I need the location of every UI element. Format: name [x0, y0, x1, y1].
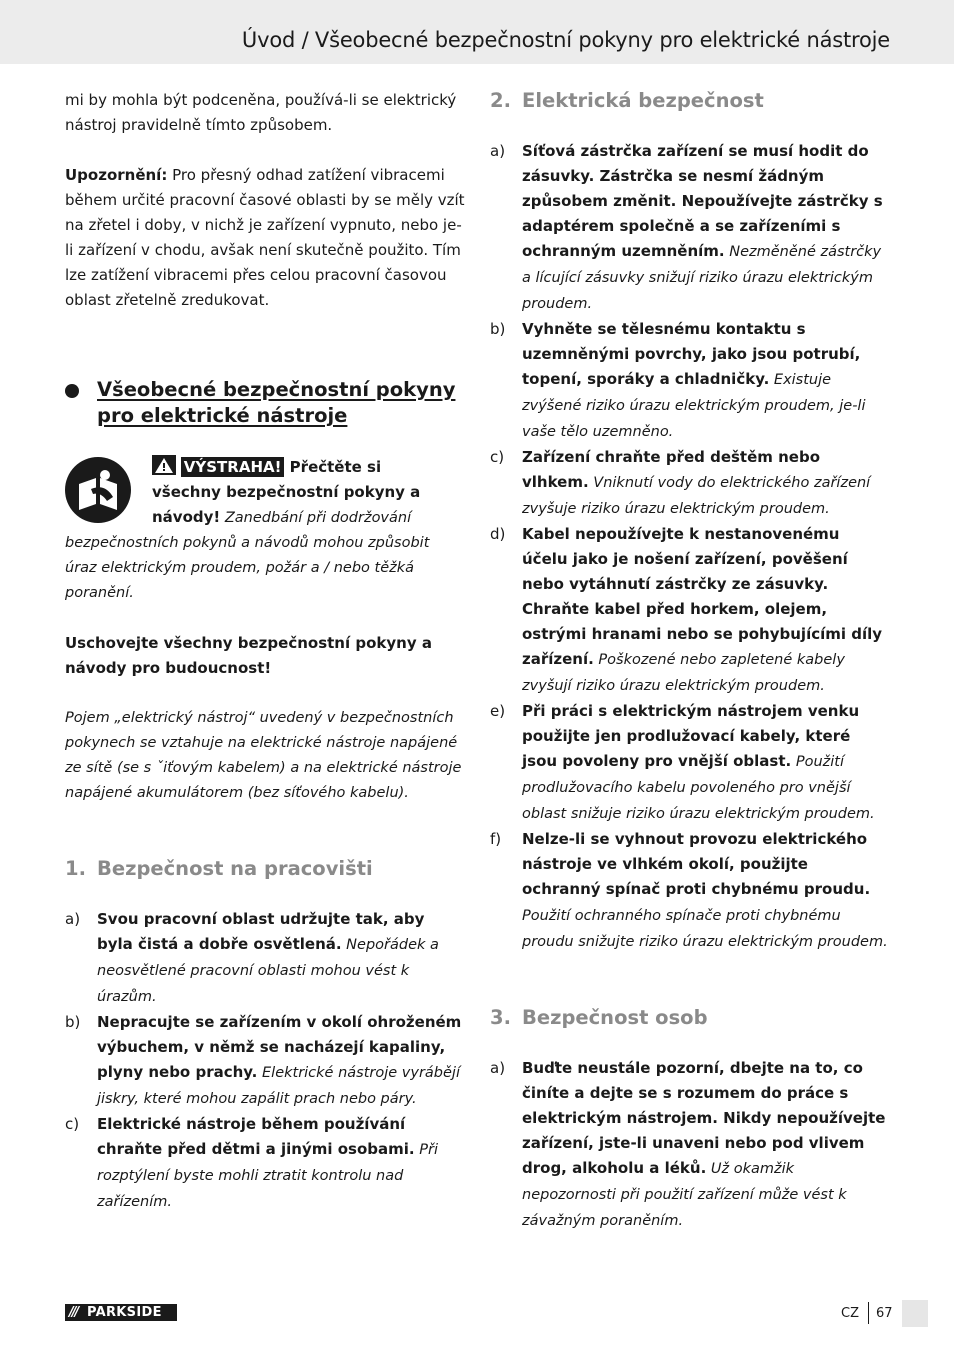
list-item: [490, 1056, 890, 1234]
list-item-label: d): [490, 525, 506, 543]
section-heading-text: Všeobecné bezpečnostní pokyny pro elektrické nástroje: [97, 378, 456, 427]
list-item: [490, 522, 890, 699]
keep-instructions: Uschovejte všechny bezpečnostní pokyny a návody pro budoucnost!: [65, 634, 432, 677]
warning-line-2: všechny bezpečnostní pokyny a: [152, 483, 421, 501]
parkside-logo: [65, 1304, 177, 1321]
section-3-number: 3.: [490, 1006, 511, 1029]
section-1-number: 1.: [65, 857, 86, 880]
list-item: [490, 827, 890, 955]
list-item-italic: Existuje zvýšené riziko úrazu elektrickým proudem, je-li vaše tělo uzemněno.: [522, 372, 866, 440]
list-item-italic: Při rozptýlení byste mohli ztratit kontrolu nad zařízením.: [97, 1142, 438, 1210]
list-item-label: a): [65, 910, 81, 928]
section-3-heading: [490, 1005, 890, 1031]
section-1-list: [65, 907, 465, 1215]
warning-badge: VÝSTRAHA!: [181, 457, 285, 477]
logo-text: PARKSIDE: [87, 1305, 162, 1320]
list-item-bold: Síťová zástrčka zařízení se musí hodit do zásuvky. Zástrčka se nesmí žádným způsobem změnit. Nepoužívejte zástrčky s adaptérem společně a se zařízeními s ochranným uzemněním.: [522, 142, 883, 260]
section-3-list: [490, 1056, 890, 1234]
list-item-label: a): [490, 1059, 506, 1077]
list-item: [65, 1112, 465, 1215]
notice-text: Pro přesný odhad zatížení vibracemi během určité pracovní časové oblasti by se měly vzít na zřetel i doby, v nichž je zařízení vypnuto, nebo je-li zařízení v chodu, avšak není skutečně použito. Tím lze zatížení vibracemi přes celou pracovní časovou oblast zřetelně zredukovat.: [65, 166, 465, 309]
page-title: Úvod / Všeobecné bezpečnostní pokyny pro elektrické nástroje: [241, 28, 890, 52]
page-header: [0, 0, 954, 64]
warning-triangle-icon: [152, 455, 176, 475]
list-item-bold: Nepracujte se zařízením v okolí ohroženém výbuchem, v němž se nacházejí kapaliny, plyny nebo prachy.: [97, 1013, 462, 1081]
warning-block: [65, 455, 465, 606]
notice-paragraph: [65, 163, 465, 313]
warning-italic-start: Zanedbání při dodržování: [220, 510, 412, 526]
section-2-title: Elektrická bezpečnost: [522, 89, 764, 112]
section-1-heading: [65, 856, 465, 882]
list-item-bold: Při práci s elektrickým nástrojem venku použijte jen prodlužovací kabely, které jsou povoleny pro vnější oblast.: [522, 702, 860, 770]
list-item-label: b): [490, 320, 506, 338]
warning-bold-3: návody!: [152, 508, 221, 526]
list-item: [65, 907, 465, 1010]
footer-divider: [868, 1302, 869, 1324]
list-item-bold: Kabel nepoužívejte k nestanovenému účelu jako je nošení zařízení, pověšení nebo vytáhnutí zástrčky ze zásuvky. Chraňte kabel před horkem, olejem, ostrými hranami nebo se pohybujícími díly zařízení.: [522, 525, 883, 668]
list-item: [65, 1010, 465, 1112]
logo-slashes-icon: ///: [69, 1305, 78, 1320]
list-item: [490, 699, 890, 827]
read-manual-icon: [65, 457, 131, 523]
section-2-number: 2.: [490, 89, 511, 112]
list-item-bold: Buďte neustále pozorní, dbejte na to, co činíte a dejte se s rozumem do práce s elektrickým nástrojem. Nikdy nepoužívejte zařízení, jste-li unaveni nebo pod vlivem drog, alkoholu a léků.: [522, 1059, 886, 1177]
list-item-bold: Vyhněte se tělesnému kontaktu s uzemněnými povrchy, jako jsou potrubí, topení, sporáky a chladničky.: [522, 320, 861, 388]
warning-italic: bezpečnostních pokynů a návodů mohou způsobit úraz elektrickým proudem, požár a / nebo těžká poranění.: [65, 535, 430, 601]
list-item-italic: Nezměněné zástrčky a lícující zásuvky snižují riziko úrazu elektrickým proudem.: [522, 244, 882, 312]
footer-box: [902, 1300, 928, 1327]
list-item: [490, 317, 890, 445]
list-item-label: c): [65, 1115, 80, 1133]
notice-label: Upozornění:: [65, 166, 168, 184]
list-item-bold: Nelze-li se vyhnout provozu elektrického nástroje ve vlhkém okolí, použijte ochranný spínač proti chybnému proudu.: [522, 830, 871, 898]
list-item-label: e): [490, 702, 506, 720]
list-item-italic: Poškozené nebo zapletené kabely zvyšují riziko úrazu elektrickým proudem.: [522, 652, 845, 694]
list-item-italic: Použití ochranného spínače proti chybnému proudu snižujte riziko úrazu elektrickým proudem.: [522, 908, 888, 950]
list-item-italic: Nepořádek a neosvětlené pracovní oblasti mohou vést k úrazům.: [97, 937, 439, 1005]
section-2-list: [490, 139, 890, 955]
section-1-title: Bezpečnost na pracovišti: [97, 857, 373, 880]
list-item-bold: Elektrické nástroje během používání chraňte před dětmi a jinými osobami.: [97, 1115, 415, 1158]
page-number: 67: [876, 1306, 893, 1321]
list-item-bold: Svou pracovní oblast udržujte tak, aby byla čistá a dobře osvětlená.: [97, 910, 425, 953]
list-item-label: a): [490, 142, 506, 160]
list-item: [490, 445, 890, 522]
list-item-italic: Použití prodlužovacího kabelu povoleného pro vnější oblast snižuje riziko úrazu elektrickým proudem.: [522, 754, 875, 822]
term-note: Pojem „elektrický nástroj“ uvedený v bezpečnostních pokynech se vztahuje na elektrické nástroje napájené ze sítě (se s ˇiťovým kabelem) a na elektrické nástroje napájené akumulátorem (bez síťového kabelu).: [65, 710, 462, 801]
list-item-label: c): [490, 448, 505, 466]
right-column: [490, 88, 890, 1234]
list-item: [490, 139, 890, 317]
list-item-italic: Už okamžik nepozornosti při použití zařízení může vést k závažným poraněním.: [522, 1161, 847, 1229]
intro-paragraph: mi by mohla být podceněna, používá-li se elektrický nástroj pravidelně tímto způsobem.: [65, 91, 457, 134]
bullet-icon: [65, 384, 79, 398]
list-item-italic: Elektrické nástroje vyrábějí jiskry, které mohou zapálit prach nebo páry.: [97, 1065, 460, 1107]
left-column: [65, 88, 465, 1215]
list-item-label: f): [490, 830, 502, 848]
list-item-italic: Vniknutí vody do elektrického zařízení zvyšuje riziko úrazu elektrickým proudem.: [522, 475, 871, 517]
section-heading: [97, 377, 465, 429]
warning-bold-1: Přečtěte si: [284, 458, 382, 476]
list-item-label: b): [65, 1013, 81, 1031]
footer-language: CZ: [841, 1306, 859, 1321]
section-2-heading: [490, 88, 890, 114]
section-3-title: Bezpečnost osob: [522, 1006, 708, 1029]
list-item-bold: Zařízení chraňte před deštěm nebo vlhkem.: [522, 448, 821, 491]
